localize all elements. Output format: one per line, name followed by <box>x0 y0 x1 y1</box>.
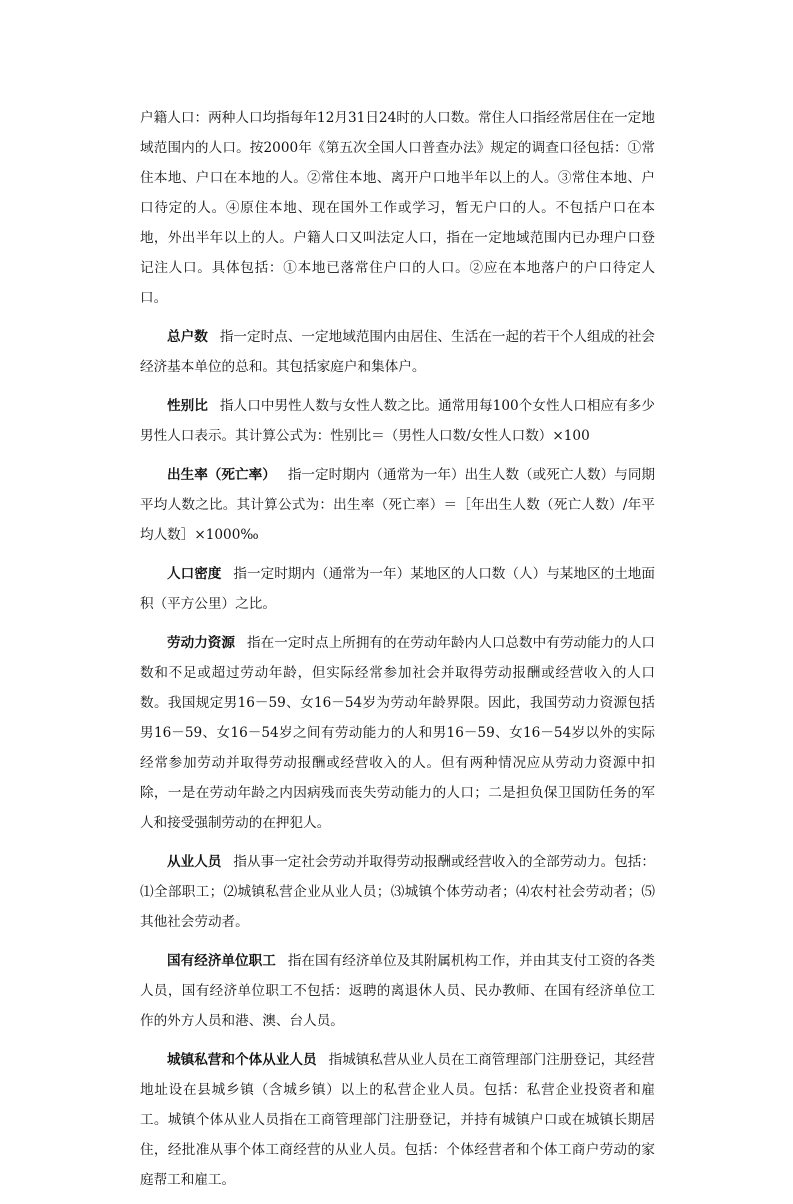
term-heading: 出生率（死亡率） <box>167 467 276 483</box>
term-heading: 国有经济单位职工 <box>167 953 276 969</box>
paragraph-state-owned-staff <box>140 946 655 1036</box>
paragraph-text: 指一定时期内（通常为一年）某地区的人口数（人）与某地区的土地面积（平方公里）之比。 <box>140 566 656 612</box>
paragraph-text: 指一定时点、一定地域范围内由居住、生活在一起的若干个人组成的社会经济基本单位的总和。其包括家庭户和集体户。 <box>140 329 656 375</box>
paragraph-population-density <box>140 559 655 619</box>
paragraph-household-population <box>140 103 655 313</box>
paragraph-text: 指人口中男性人数与女性人数之比。通常用每100个女性人口相应有多少男性人口表示。其计算公式为：性别比＝（男性人口数/女性人口数）×100 <box>140 398 655 444</box>
paragraph-text: 指一定时期内（通常为一年）出生人数（或死亡人数）与同期平均人数之比。其计算公式为：出生率（死亡率）＝［年出生人数（死亡人数）/年平均人数］×1000‰ <box>140 467 656 543</box>
term-heading: 城镇私营和个体从业人员 <box>167 1052 317 1068</box>
paragraph-employed-persons <box>140 847 655 937</box>
paragraph-private-individual-employees <box>140 1045 655 1195</box>
paragraph-birth-rate <box>140 460 655 550</box>
paragraph-text: 指城镇私营从业人员在工商管理部门注册登记，其经营地址设在县城乡镇（含城乡镇）以上的私营企业人员。包括：私营企业投资者和雇工。城镇个体从业人员指在工商管理部门注册登记，并持有城镇户口或在城镇长期居住，经批准从事个体工商经营的从业人员。包括：个体经营者和个体工商户劳动的家庭帮工和雇工。 <box>140 1052 656 1188</box>
paragraph-sex-ratio <box>140 391 655 451</box>
paragraph-text: 户籍人口：两种人口均指每年12月31日24时的人口数。常住人口指经常居住在一定地域范围内的人口。按2000年《第五次全国人口普查办法》规定的调查口径包括：①常住本地、户口在本地的人。②常住本地、离开户口地半年以上的人。③常住本地、户口待定的人。④原住本地、现在国外工作或学习，暂无户口的人。不包括户口在本地，外出半年以上的人。户籍人口又叫法定人口，指在一定地域范围内已办理户口登记注人口。具体包括：①本地已落常住户口的人口。②应在本地落户的户口待定人口。 <box>140 110 655 306</box>
paragraph-labor-resources <box>140 628 655 838</box>
paragraph-text: 指从事一定社会劳动并取得劳动报酬或经营收入的全部劳动力。包括：⑴全部职工；⑵城镇私营企业从业人员；⑶城镇个体劳动者；⑷农村社会劳动者；⑸其他社会劳动者。 <box>140 854 656 930</box>
term-heading: 劳动力资源 <box>167 635 236 651</box>
term-heading: 总户数 <box>167 329 208 345</box>
paragraph-text: 指在国有经济单位及其附属机构工作，并由其支付工资的各类人员，国有经济单位职工不包括：返聘的离退休人员、民办教师、在国有经济单位工作的外方人员和港、澳、台人员。 <box>140 953 656 1029</box>
term-heading: 人口密度 <box>167 566 222 582</box>
paragraph-text: 指在一定时点上所拥有的在劳动年龄内人口总数中有劳动能力的人口数和不足或超过劳动年龄，但实际经常参加社会并取得劳动报酬或经营收入的人口数。我国规定男16－59、女16－54岁为劳动年龄界限。因此，我国劳动力资源包括男16－59、女16－54岁之间有劳动能力的人和男16－59、女16－54岁以外的实际经常参加劳动并取得劳动报酬或经营收入的人。但有两种情况应从劳动力资源中扣除，一是在劳动年龄之内因病残而丧失劳动能力的人口；二是担负保卫国防任务的军人和接受强制劳动的在押犯人。 <box>140 635 656 831</box>
document-body <box>140 103 655 1204</box>
paragraph-total-households <box>140 322 655 382</box>
term-heading: 性别比 <box>167 398 208 414</box>
term-heading: 从业人员 <box>167 854 222 870</box>
